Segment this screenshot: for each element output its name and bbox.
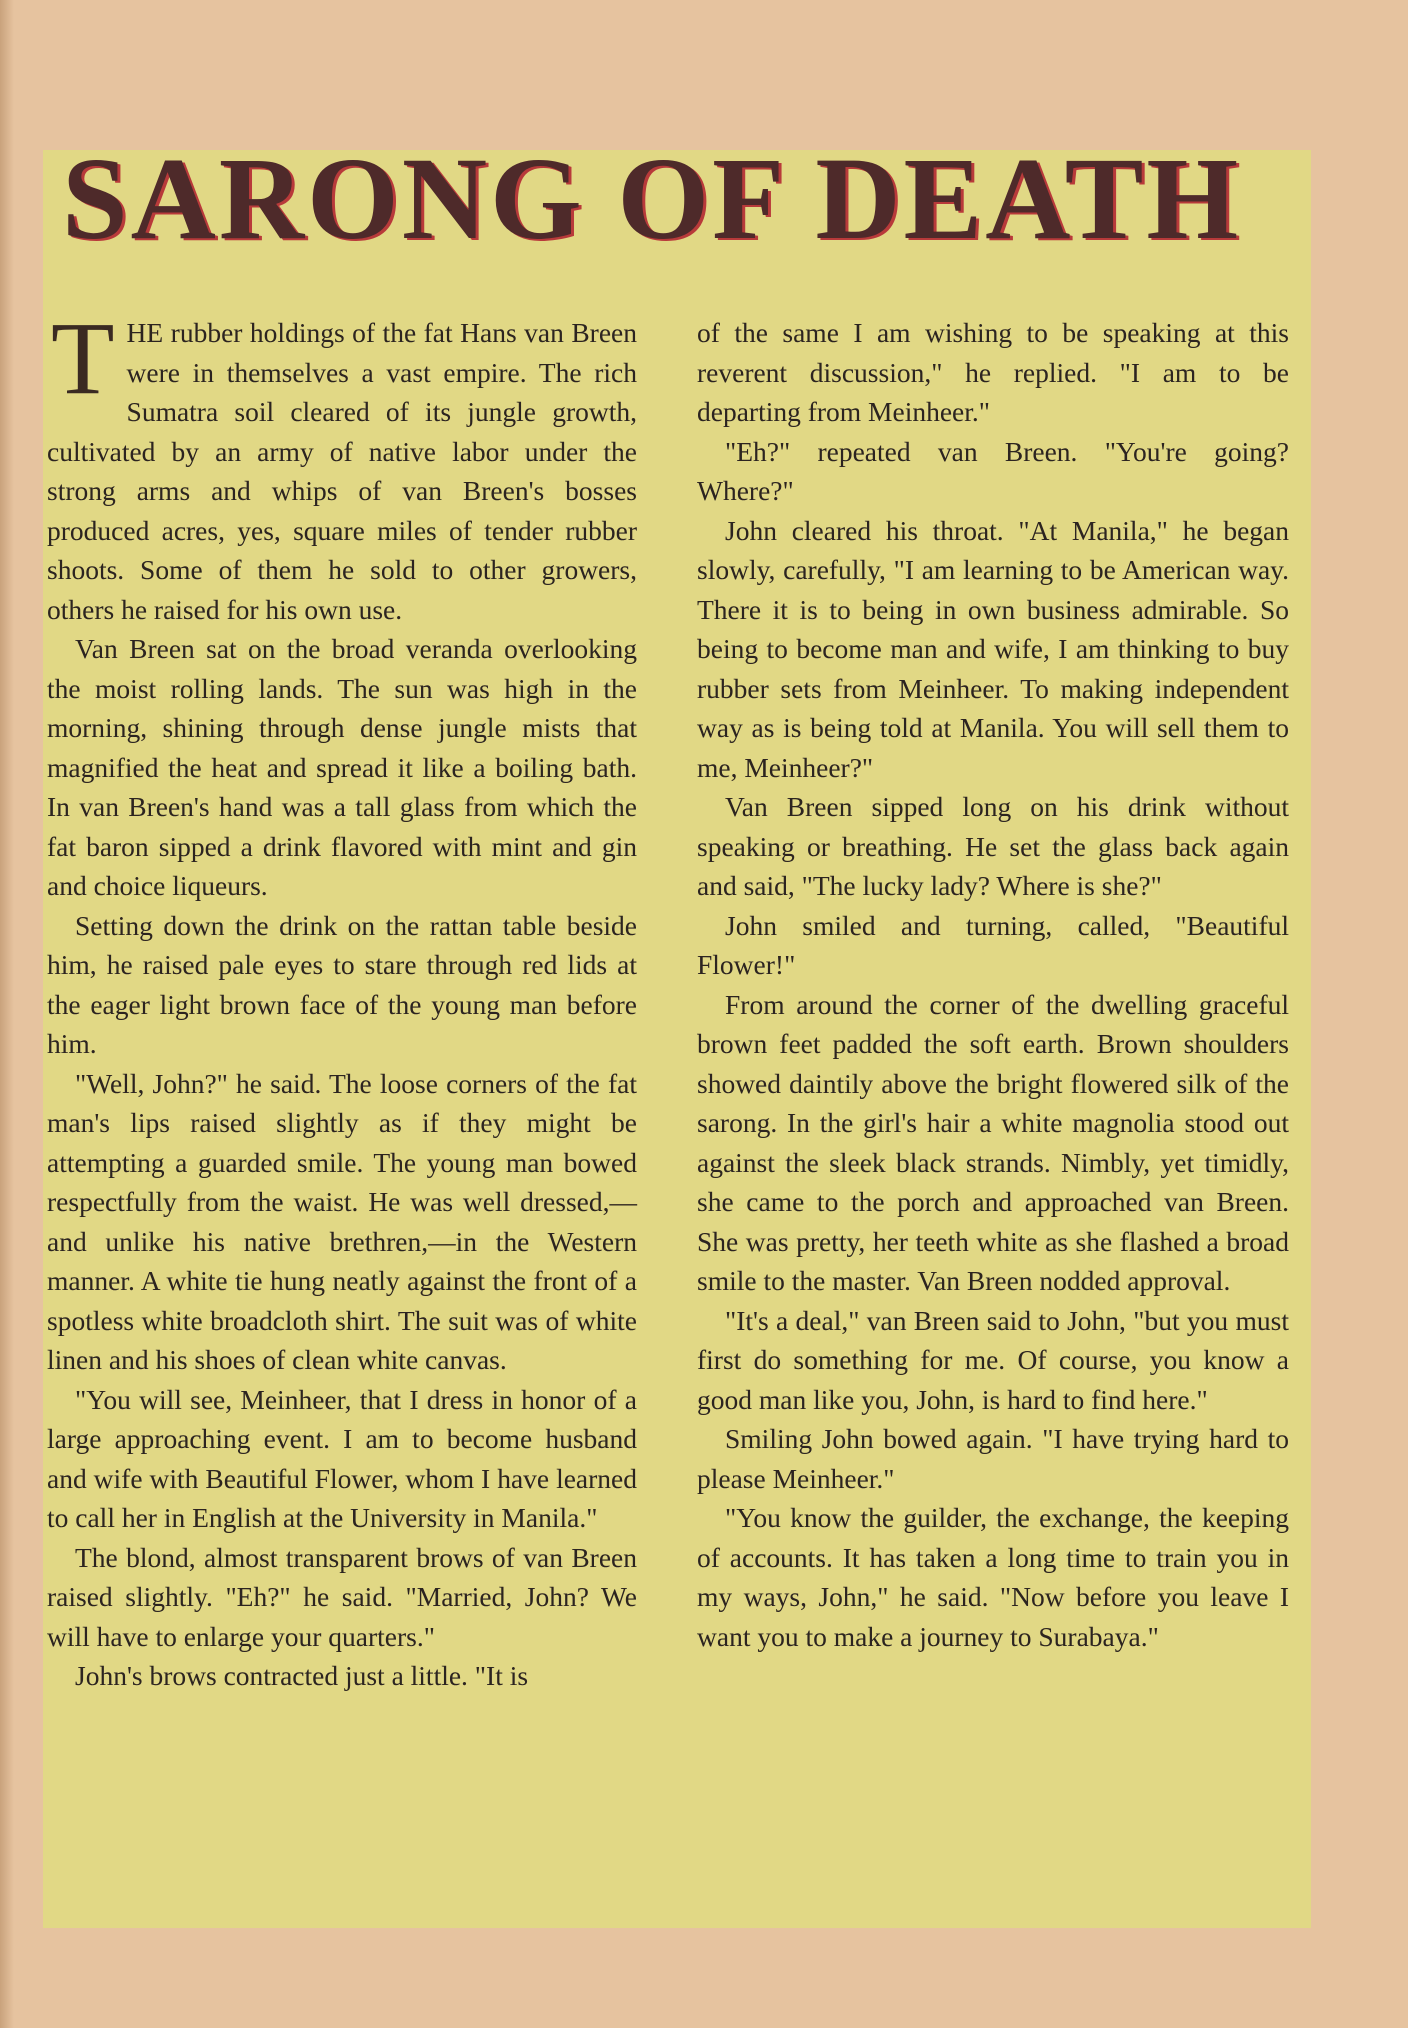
paragraph: "Well, John?" he said. The loose corners of the fat man's lips raised slightly as if they might be attempting a guarded smile. The young man bowed respectfully from the waist. He was well dressed,—and unlike his native brethren,—in the Western manner. A white tie hung neatly against the front of a spotless white broadcloth shirt. The suit was of white linen and his shoes of clean white canvas. [47,1067,637,1375]
paragraph: John cleared his throat. "At Manila," he began slowly, carefully, "I am learning to be American way. There it is to being in own business admirable. So being to become man and wife, I am thinking to buy rubber sets from Meinheer. To making independent way as is being told at Manila. You will sell them to me, Meinheer?" [697,514,1289,783]
page-edge [0,0,14,2028]
paragraph: Setting down the drink on the rattan table beside him, he raised pale eyes to stare through red lids at the eager light brown face of the young man before him. [47,909,637,1059]
paragraph [47,301,637,629]
right-column [697,313,1289,1656]
paragraph-text: HE rubber holdings of the fat Hans van Breen were in themselves a vast empire. The rich Sumatra soil cleared of its jungle growth, cultivated by an army of native labor under the strong arms and whips of van Breen's bosses produced acres, yes, square miles of tender rubber shoots. Some of them he sold to other growers, others he raised for his own use. [47,317,637,625]
paragraph: From around the corner of the dwelling graceful brown feet padded the soft earth. Brown shoulders showed daintily above the bright flowered silk of the sarong. In the girl's hair a white magnolia stood out against the sleek black strands. Nimbly, yet timidly, she came to the porch and approached van Breen. She was pretty, her teeth white as she flashed a broad smile to the master. Van Breen nodded approval. [697,988,1289,1296]
story-title: SARONG OF DEATH [62,133,1242,264]
paragraph: John's brows contracted just a little. "It is [75,1660,529,1691]
paragraph: The blond, almost transparent brows of van Breen raised slightly. "Eh?" he said. "Married, John? We will have to enlarge your quarters." [47,1541,637,1652]
drop-cap: T [51,301,115,416]
paragraph: "You know the guilder, the exchange, the keeping of accounts. It has taken a long time to train you in my ways, John," he said. "Now before you leave I want you to make a journey to Surabaya." [697,1502,1289,1652]
left-column [47,301,637,1696]
paragraph: "It's a deal," van Breen said to John, "but you must first do something for me. Of course, you know a good man like you, John, is hard to find here." [697,1304,1289,1415]
paragraph: Van Breen sipped long on his drink without speaking or breathing. He set the glass back again and said, "The lucky lady? Where is she?" [697,791,1289,901]
paragraph: "Eh?" repeated van Breen. "You're going? Where?" [697,435,1289,506]
paragraph: "You will see, Meinheer, that I dress in honor of a large approaching event. I am to become husband and wife with Beautiful Flower, whom I have learned to call her in English at the University in Manila." [47,1383,637,1533]
paragraph: Van Breen sat on the broad veranda overlooking the moist rolling lands. The sun was high in the morning, shining through dense jungle mists that magnified the heat and spread it like a boiling bath. In van Breen's hand was a tall glass from which the fat baron sipped a drink flavored with mint and gin and choice liqueurs. [47,633,637,901]
paragraph: Smiling John bowed again. "I have trying hard to please Meinheer." [697,1423,1289,1494]
paragraph: of the same I am wishing to be speaking at this reverent discussion," he replied. "I am to be departing from Meinheer." [697,317,1289,427]
paragraph: John smiled and turning, called, "Beautiful Flower!" [697,909,1289,980]
